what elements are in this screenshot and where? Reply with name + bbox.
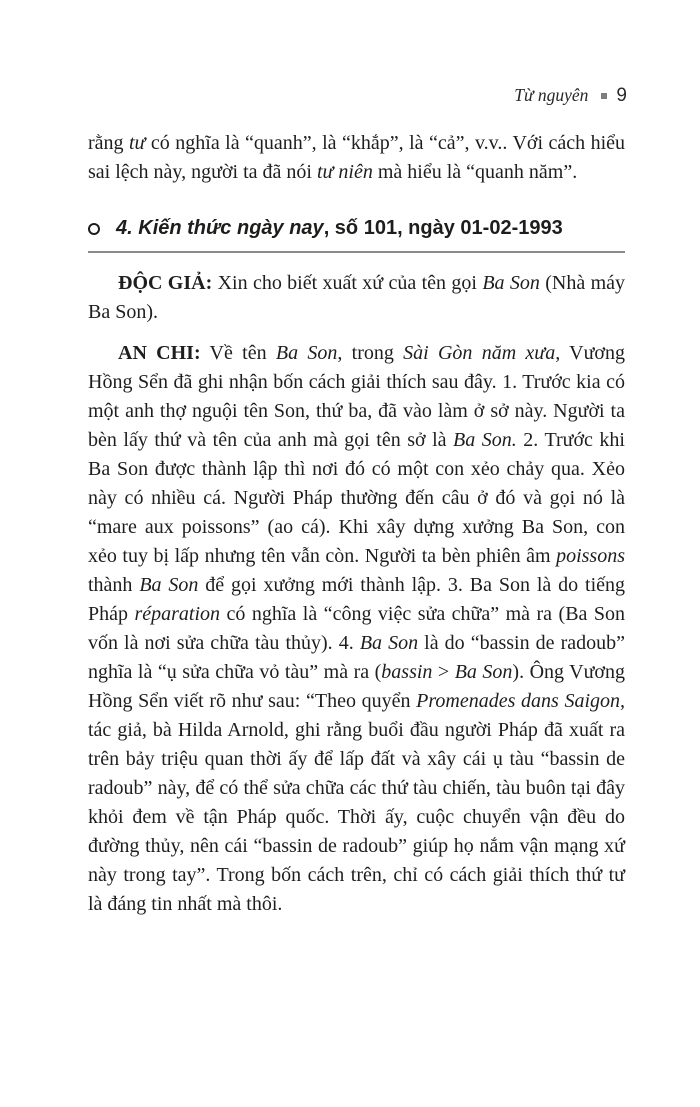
paragraph-continuation: rằng tư có nghĩa là “quanh”, là “khắp”, là “cả”, v.v.. Với cách hiểu sai lệch này, người ta đã nói tư niên mà hiểu là “quanh năm”. (88, 132, 625, 183)
circle-bullet-icon (88, 223, 100, 235)
running-head-title: Từ nguyên (514, 84, 589, 105)
section-heading (88, 215, 625, 241)
page-number: 9 (616, 85, 627, 106)
section-divider (88, 251, 625, 253)
paragraph-reader-question: ĐỘC GIẢ: Xin cho biết xuất xứ của tên gọi Ba Son (Nhà máy Ba Son). (88, 272, 626, 323)
section-heading-text: 4. Kiến thức ngày nay, số 101, ngày 01-02-1993 (116, 217, 563, 239)
paragraph-an-chi-answer: AN CHI: Về tên Ba Son, trong Sài Gòn năm xưa, Vương Hồng Sển đã ghi nhận bốn cách giải thích sau đây. 1. Trước kia có một anh thợ nguội tên Son, thứ ba, đã vào làm ở sở này. Người ta bèn lấy thứ và tên của anh mà gọi tên sở là Ba Son. 2. Trước khi Ba Son được thành lập thì nơi đó có một con xẻo chảy qua. Xẻo này có nhiều cá. Người Pháp thường đến câu ở đó và gọi nó là “mare aux poissons” (ao cá). Khi xây dựng xưởng Ba Son, con xẻo tuy bị lấp nhưng tên vẫn còn. Người ta bèn phiên âm poissons thành Ba Son để gọi xưởng mới thành lập. 3. Ba Son là do tiếng Pháp réparation có nghĩa là “công việc sửa chữa” mà ra (Ba Son vốn là nơi sửa chữa tàu thủy). 4. Ba Son là do “bassin de radoub” nghĩa là “ụ sửa chữa vỏ tàu” mà ra (bassin > Ba Son). Ông Vương Hồng Sển viết rõ như sau: “Theo quyển Promenades dans Saigon, tác giả, bà Hilda Arnold, ghi rằng buổi đầu người Pháp đã xuất ra trên bảy triệu quan thời ấy để lấp đất và xây cái ụ tàu “bassin de radoub” này, để có thể sửa chữa các thứ tàu chiến, tàu buôn tại đây khỏi đem về tận Pháp quốc. Thời ấy, cuộc chuyển vận đều do đường thủy, nên cái “bassin de radoub” giúp họ nắm vận mạng xứ này trong tay”. Trong bốn cách trên, chỉ có cách giải thích thứ tư là đáng tin nhất mà thôi. (88, 342, 626, 915)
text-column (88, 0, 625, 919)
